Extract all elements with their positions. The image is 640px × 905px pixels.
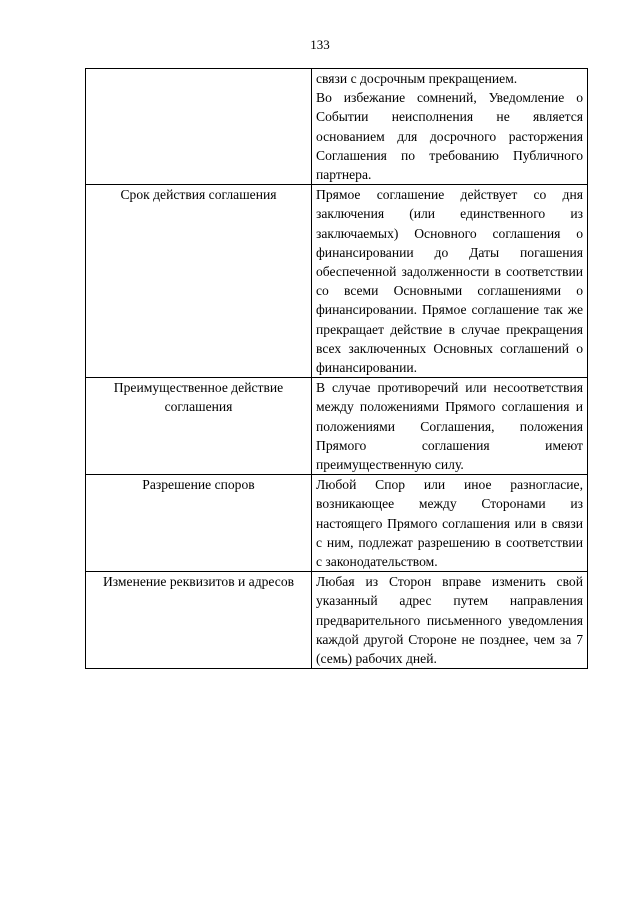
description-cell bbox=[312, 69, 588, 185]
term-cell: Изменение реквизитов и адресов bbox=[86, 572, 312, 669]
description-paragraph: связи с досрочным прекращением. bbox=[316, 71, 518, 86]
table-row bbox=[86, 475, 588, 572]
table-row bbox=[86, 378, 588, 475]
description-paragraph: Прямое соглашение действует со дня заключения (или единственного из заключаемых) Основного соглашения о финансировании до Даты погашения обеспеченной задолженности в соответствии со всеми Основными соглашениями о финансировании. Прямое соглашение так же прекращает действие в случае прекращения всех заключенных Основных соглашений о финансировании. bbox=[316, 187, 583, 376]
term-cell bbox=[86, 69, 312, 185]
terms-table bbox=[85, 68, 588, 669]
description-cell bbox=[312, 475, 588, 572]
term-cell: Срок действия соглашения bbox=[86, 185, 312, 378]
description-paragraph: В случае противоречий или несоответствия между положениями Прямого соглашения и положениями Соглашения, положения Прямого соглашения имеют преимущественную силу. bbox=[316, 380, 583, 473]
table-row bbox=[86, 185, 588, 378]
description-paragraph: Во избежание сомнений, Уведомление о Событии неисполнения не является основанием для досрочного расторжения Соглашения по требованию Публичного партнера. bbox=[316, 90, 583, 183]
description-paragraph: Любая из Сторон вправе изменить свой указанный адрес путем направления предварительного письменного уведомления каждой другой Стороне не позднее, чем за 7 (семь) рабочих дней. bbox=[316, 574, 583, 667]
term-cell: Разрешение споров bbox=[86, 475, 312, 572]
table-row bbox=[86, 69, 588, 185]
term-cell: Преимущественное действие соглашения bbox=[86, 378, 312, 475]
page-number: 133 bbox=[310, 37, 330, 52]
description-cell bbox=[312, 378, 588, 475]
description-cell bbox=[312, 572, 588, 669]
table-row bbox=[86, 572, 588, 669]
description-cell bbox=[312, 185, 588, 378]
description-paragraph: Любой Спор или иное разногласие, возникающее между Сторонами из настоящего Прямого соглашения или в связи с ним, подлежат разрешению в соответствии с законодательством. bbox=[316, 477, 583, 570]
